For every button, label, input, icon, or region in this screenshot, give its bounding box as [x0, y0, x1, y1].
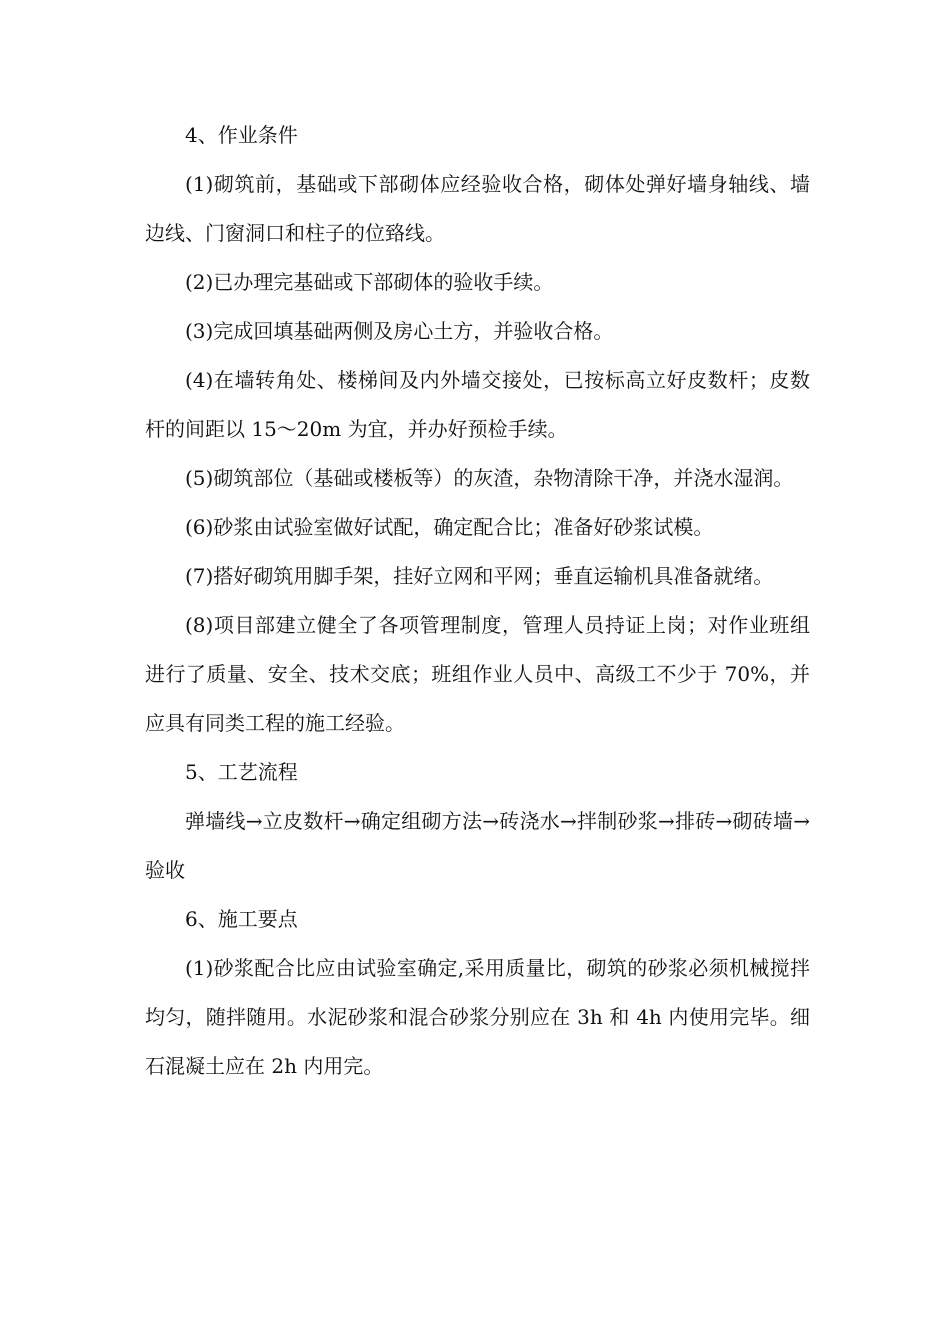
paragraph: (3)完成回填基础两侧及房心土方，并验收合格。 [185, 319, 614, 343]
paragraph: (1)砂浆配合比应由试验室确定,采用质量比，砌筑的砂浆必须机械搅拌均匀，随拌随用。水泥砂浆和混合砂浆分别应在 3h 和 4h 内使用完毕。细石混凝土应在 2h 内用完。 [145, 956, 810, 1078]
process-flow-text: 弹墙线→立皮数杆→确定组砌方法→砖浇水→拌制砂浆→排砖→砌砖墙→验收 [145, 809, 810, 882]
section-heading-work-conditions: 4、作业条件 [185, 123, 298, 147]
paragraph: (7)搭好砌筑用脚手架，挂好立网和平网；垂直运输机具准备就绪。 [185, 564, 774, 588]
paragraph: (6)砂浆由试验室做好试配，确定配合比；准备好砂浆试模。 [185, 515, 714, 539]
paragraph: (1)砌筑前，基础或下部砌体应经验收合格，砌体处弹好墙身轴线、墙边线、门窗洞口和柱子的位臵线。 [145, 172, 810, 245]
paragraph: (8)项目部建立健全了各项管理制度，管理人员持证上岗；对作业班组进行了质量、安全、技术交底；班组作业人员中、高级工不少于 70%，并应具有同类工程的施工经验。 [145, 613, 810, 735]
paragraph: (2)已办理完基础或下部砌体的验收手续。 [185, 270, 554, 294]
section-heading-construction-points: 6、施工要点 [185, 907, 298, 931]
section-heading-process-flow: 5、工艺流程 [185, 760, 298, 784]
document-body [145, 111, 810, 1091]
paragraph: (4)在墙转角处、楼梯间及内外墙交接处，已按标高立好皮数杆；皮数杆的间距以 15～20m 为宜，并办好预检手续。 [145, 368, 810, 441]
paragraph: (5)砌筑部位（基础或楼板等）的灰渣，杂物清除干净，并浇水湿润。 [185, 466, 794, 490]
